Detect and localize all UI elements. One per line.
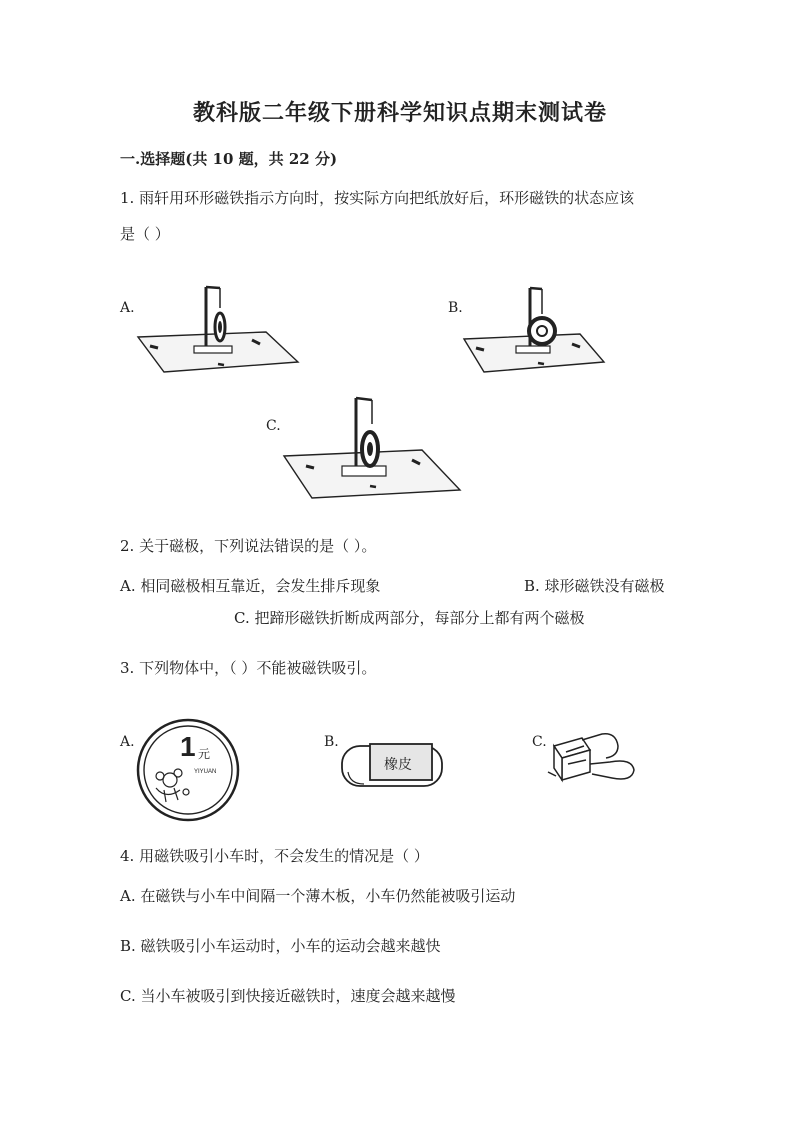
question-2-option-b[interactable]: B. 球形磁铁没有磁极 [524, 577, 665, 595]
question-3-option-b-label[interactable]: B. [324, 734, 339, 750]
coin-text: YIYUAN [194, 769, 217, 775]
question-4-option-c[interactable]: C. 当小车被吸引到快接近磁铁时，速度会越来越慢 [120, 987, 456, 1005]
coin-unit: 元 [198, 747, 211, 761]
question-1-option-c-label[interactable]: C. [266, 418, 281, 434]
question-4-stem: 4. 用磁铁吸引小车时，不会发生的情况是（ ） [120, 847, 429, 865]
question-2-stem: 2. 关于磁极，下列说法错误的是（ ）。 [120, 537, 377, 555]
eraser-label: 橡皮 [384, 757, 412, 773]
question-1-stem-line1: 1. 雨轩用环形磁铁指示方向时，按实际方向把纸放好后，环形磁铁的状态应该 [120, 189, 635, 207]
section-heading: 一.选择题(共 10 题，共 22 分) [120, 150, 338, 168]
coin-value: 1 [180, 731, 196, 762]
question-2-option-c[interactable]: C. 把蹄形磁铁折断成两部分，每部分上都有两个磁极 [234, 609, 585, 627]
page-title: 教科版二年级下册科学知识点期末测试卷 [192, 100, 607, 126]
ring-magnet-figure-a [136, 282, 306, 374]
question-1-option-a-label[interactable]: A. [120, 300, 135, 316]
eraser-figure [340, 740, 446, 792]
binder-clip-figure [546, 728, 640, 794]
coin-figure [136, 718, 240, 822]
ring-magnet-figure-b [462, 284, 612, 376]
question-4-option-a[interactable]: A. 在磁铁与小车中间隔一个薄木板，小车仍然能被吸引运动 [120, 887, 516, 905]
question-2-option-a[interactable]: A. 相同磁极相互靠近，会发生排斥现象 [120, 577, 381, 595]
question-1-option-b-label[interactable]: B. [448, 300, 463, 316]
question-3-option-c-label[interactable]: C. [532, 734, 547, 750]
question-1-stem-line2: 是（ ） [120, 225, 170, 243]
ring-magnet-figure-c [282, 394, 464, 502]
question-4-option-b[interactable]: B. 磁铁吸引小车运动时，小车的运动会越来越快 [120, 937, 441, 955]
question-3-option-a-label[interactable]: A. [120, 734, 135, 750]
question-3-stem: 3. 下列物体中，（ ）不能被磁铁吸引。 [120, 659, 377, 677]
